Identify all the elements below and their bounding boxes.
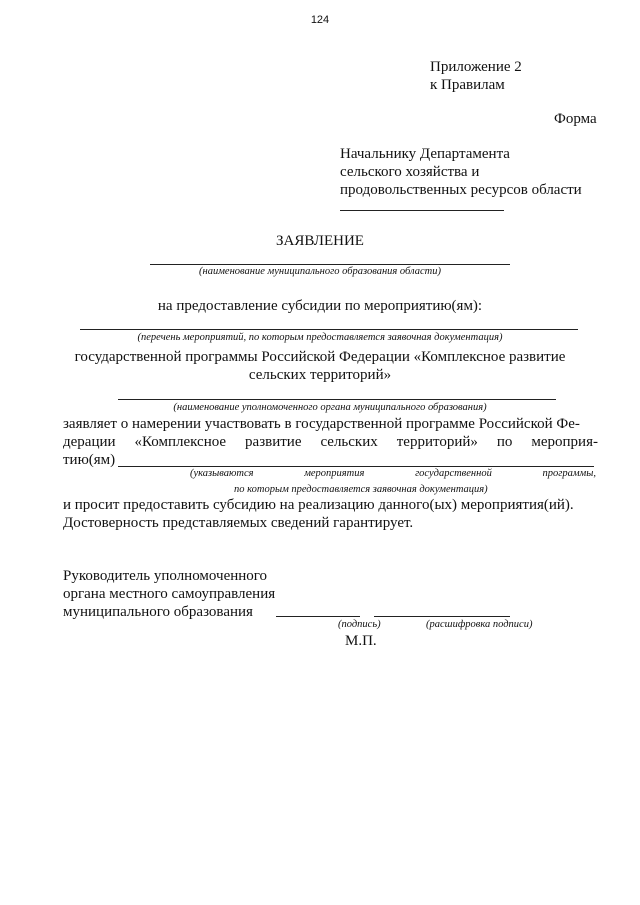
stamp-placeholder: М.П. [345, 633, 377, 649]
declares-word: территорий» [396, 434, 478, 450]
declares-word: сельских [320, 434, 378, 450]
declares-word: по [496, 434, 513, 450]
signatory-line-1: Руководитель уполномоченного [63, 568, 268, 584]
declares-text-1: заявляет о намерении участвовать в государственной программе Российской Фе- [63, 416, 580, 432]
program-text-2: сельских территорий» [248, 367, 392, 383]
signature-decoding-caption: (расшифровка подписи) [426, 619, 533, 630]
indicated-word: мероприятия [304, 468, 365, 479]
signatory-line-2: органа местного самоуправления [63, 586, 276, 602]
appendix-line-1: Приложение 2 [430, 59, 522, 75]
indicated-word: программы, [542, 468, 596, 479]
program-text-1: государственной программы Российской Федерации «Комплексное развитие [74, 349, 566, 365]
municipality-caption: (наименование муниципального образования области) [199, 266, 441, 277]
addressee-fill-line [340, 210, 504, 211]
events-indicated-fill-line [118, 466, 594, 467]
signatory-line-3: муниципального образования [63, 604, 253, 620]
events-caption: (перечень мероприятий, по которым предоставляется заявочная документация) [137, 332, 503, 343]
indicated-caption-1 [190, 468, 596, 480]
declares-text-3: тию(ям) [63, 452, 116, 468]
declares-text-2 [63, 433, 598, 451]
signature-caption: (подпись) [338, 619, 381, 630]
requests-text-1: и просит предоставить субсидию на реализацию данного(ых) мероприятия(ий). [63, 497, 574, 513]
addressee-line-3: продовольственных ресурсов области [340, 182, 582, 198]
indicated-word: (указываются [190, 468, 254, 479]
declares-word: «Комплексное [134, 434, 227, 450]
requests-text-2: Достоверность представляемых сведений гарантирует. [63, 515, 414, 531]
indicated-caption-2: по которым предоставляется заявочная документация) [234, 484, 488, 495]
addressee-line-2: сельского хозяйства и [340, 164, 480, 180]
indicated-word: государственной [415, 468, 492, 479]
page-number: 124 [310, 14, 330, 26]
signature-decoding-fill-line [374, 616, 510, 617]
events-fill-line [80, 329, 578, 330]
declares-word: развитие [245, 434, 302, 450]
municipality-fill-line [150, 264, 510, 265]
document-title: ЗАЯВЛЕНИЕ [276, 233, 364, 249]
declares-word: мероприя- [531, 434, 598, 450]
subsidy-text: на предоставление субсидии по мероприятию(ям): [157, 298, 483, 314]
declares-word: дерации [63, 434, 116, 450]
form-label: Форма [554, 111, 597, 127]
authorized-body-caption: (наименование уполномоченного органа муниципального образования) [173, 402, 487, 413]
authorized-body-fill-line [118, 399, 556, 400]
signature-fill-line [276, 616, 360, 617]
appendix-line-2: к Правилам [430, 77, 505, 93]
addressee-line-1: Начальнику Департамента [340, 146, 510, 162]
